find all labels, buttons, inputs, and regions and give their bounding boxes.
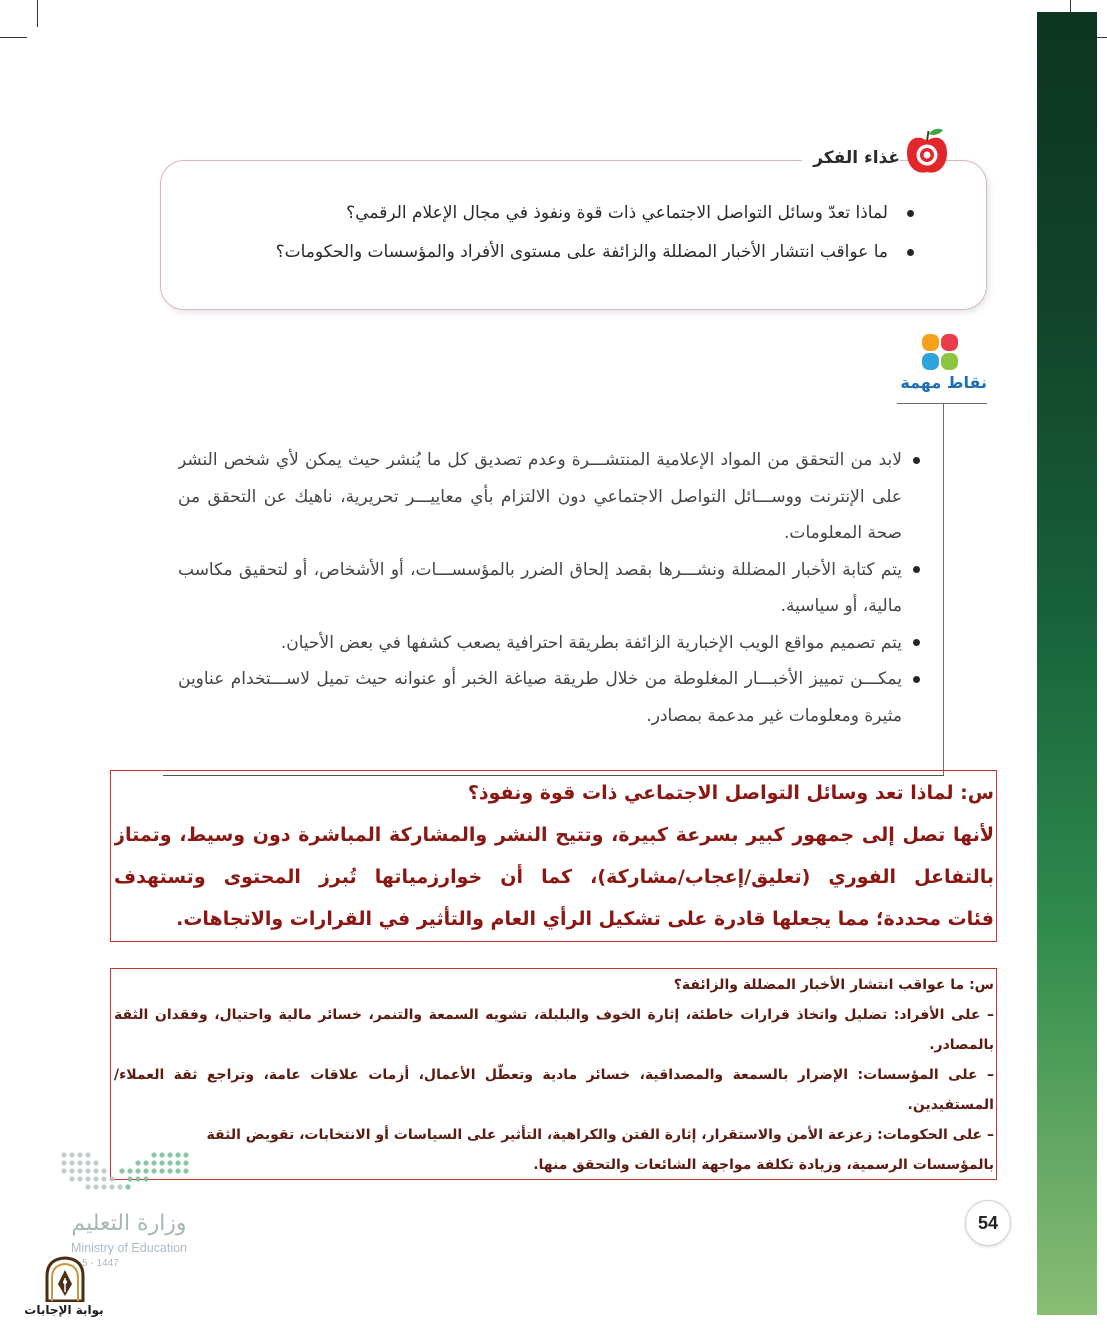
portal-brand-name: بوابة الإجابات xyxy=(24,1303,104,1317)
key-point-line: مالية، أو سياسية. xyxy=(780,596,902,616)
bullet-dot xyxy=(913,457,920,464)
list-item xyxy=(178,661,902,734)
answer-text xyxy=(114,772,994,940)
portal-logo-icon xyxy=(44,1256,86,1302)
answer-line: بالتفاعل الفوري (تعليق/إعجاب/مشاركة)، كما أن خوارزمياتها تُبرز المحتوى وتستهدف xyxy=(114,866,994,888)
edition-year: 5 - 1447 xyxy=(82,1258,119,1269)
list-item xyxy=(236,200,888,226)
list-item xyxy=(178,625,902,662)
answer-text xyxy=(114,970,994,1180)
key-point-line: يتم تصميم مواقع الويب الإخبارية الزائفة بطريقة احترافية يصعب كشفها في بعض الأحيان. xyxy=(280,632,902,653)
bullet-dot xyxy=(913,639,920,646)
apple-icon xyxy=(904,126,950,176)
key-point-line: على الإنترنت ووســـائل التواصل الاجتماعي دون الالتزام بأي معاييـــر تحريرية، ناهيك عن التحقق من xyxy=(178,486,902,507)
thought-food-title: غذاء الفكر xyxy=(802,145,900,171)
answer-line: المستفيدين. xyxy=(907,1097,994,1113)
answer-line: بالمؤسسات الرسمية، وزيادة تكلفة مواجهة الشائعات والتحقق منها. xyxy=(533,1157,994,1173)
thought-food-question: لماذا تعدّ وسائل التواصل الاجتماعي ذات قوة ونفوذ في مجال الإعلام الرقمي؟ xyxy=(346,203,888,223)
chapter-color-band xyxy=(1037,12,1097,1315)
key-points-connector xyxy=(943,403,944,775)
key-point-line: مثيرة ومعلومات غير مدعمة بمصادر. xyxy=(646,705,902,726)
answer-box xyxy=(110,770,997,942)
key-points-list xyxy=(178,442,902,734)
list-item xyxy=(178,442,902,552)
key-point-line: يمكـــن تمييز الأخبـــار المغلوطة من خلال طريقة صياغة الخبر أو عنوانه حيث تميل لاســـتخدام عناوين xyxy=(178,669,902,689)
key-point-line: يتم كتابة الأخبار المضللة ونشـــرها بقصد إلحاق الضرر بالمؤسســـات، أو الأشخاص، أو لتحقيق مكاسب xyxy=(178,559,902,580)
list-item xyxy=(178,552,902,625)
ministry-logo-icon xyxy=(58,1150,198,1196)
ministry-name-arabic: وزارة التعليم xyxy=(71,1211,187,1236)
key-points-title: نقاط مهمة xyxy=(900,373,987,392)
answer-line: – على المؤسسات: الإضرار بالسمعة والمصداقية، خسائر مادية وتعطّل الأعمال، أزمات علاقات عامة، وتراجع ثقة العملاء/ xyxy=(114,1067,994,1083)
answer-line: بالمصادر. xyxy=(929,1037,994,1053)
bullet-dot xyxy=(907,249,914,256)
answer-question: س: ما عواقب انتشار الأخبار المضللة والزائفة؟ xyxy=(673,977,994,993)
key-points-underline xyxy=(897,403,987,404)
list-item xyxy=(236,239,888,265)
answer-line: – على الحكومات: زعزعة الأمن والاستقرار، إثارة الفتن والكراهية، التأثير على السياسات أو الانتخابات، تقويض الثقة xyxy=(206,1127,994,1143)
answer-question: س: لماذا تعد وسائل التواصل الاجتماعي ذات قوة ونفوذ؟ xyxy=(467,782,994,804)
crop-mark xyxy=(0,37,27,38)
page-number: 54 xyxy=(965,1200,1011,1246)
ministry-name-english: Ministry of Education xyxy=(70,1241,188,1255)
crop-mark xyxy=(37,0,38,27)
key-point-line: صحة المعلومات. xyxy=(784,523,902,543)
answer-line: فئات محددة؛ مما يجعلها قادرة على تشكيل الرأي العام والتأثير في القرارات والاتجاهات. xyxy=(176,908,994,930)
answer-box xyxy=(110,968,997,1180)
bullet-dot xyxy=(907,210,914,217)
flower-icon xyxy=(921,333,959,371)
answer-line: لأنها تصل إلى جمهور كبير بسرعة كبيرة، وتتيح النشر والمشاركة المباشرة دون وسيط، وتمتاز xyxy=(114,824,994,846)
thought-food-question: ما عواقب انتشار الأخبار المضللة والزائفة على مستوى الأفراد والمؤسسات والحكومات؟ xyxy=(275,242,888,262)
bullet-dot xyxy=(913,566,920,573)
key-point-line: لابد من التحقق من المواد الإعلامية المنتشـــرة وعدم تصديق كل ما يُنشر حيث يمكن لأي شخص النشر xyxy=(178,450,902,470)
bullet-dot xyxy=(913,676,920,683)
thought-food-questions xyxy=(236,200,888,278)
answer-line: – على الأفراد: تضليل واتخاذ قرارات خاطئة، إثارة الخوف والبلبلة، تشويه السمعة والتنمر، خسائر مالية واحتيال، وفقدان الثقة xyxy=(114,1007,994,1023)
